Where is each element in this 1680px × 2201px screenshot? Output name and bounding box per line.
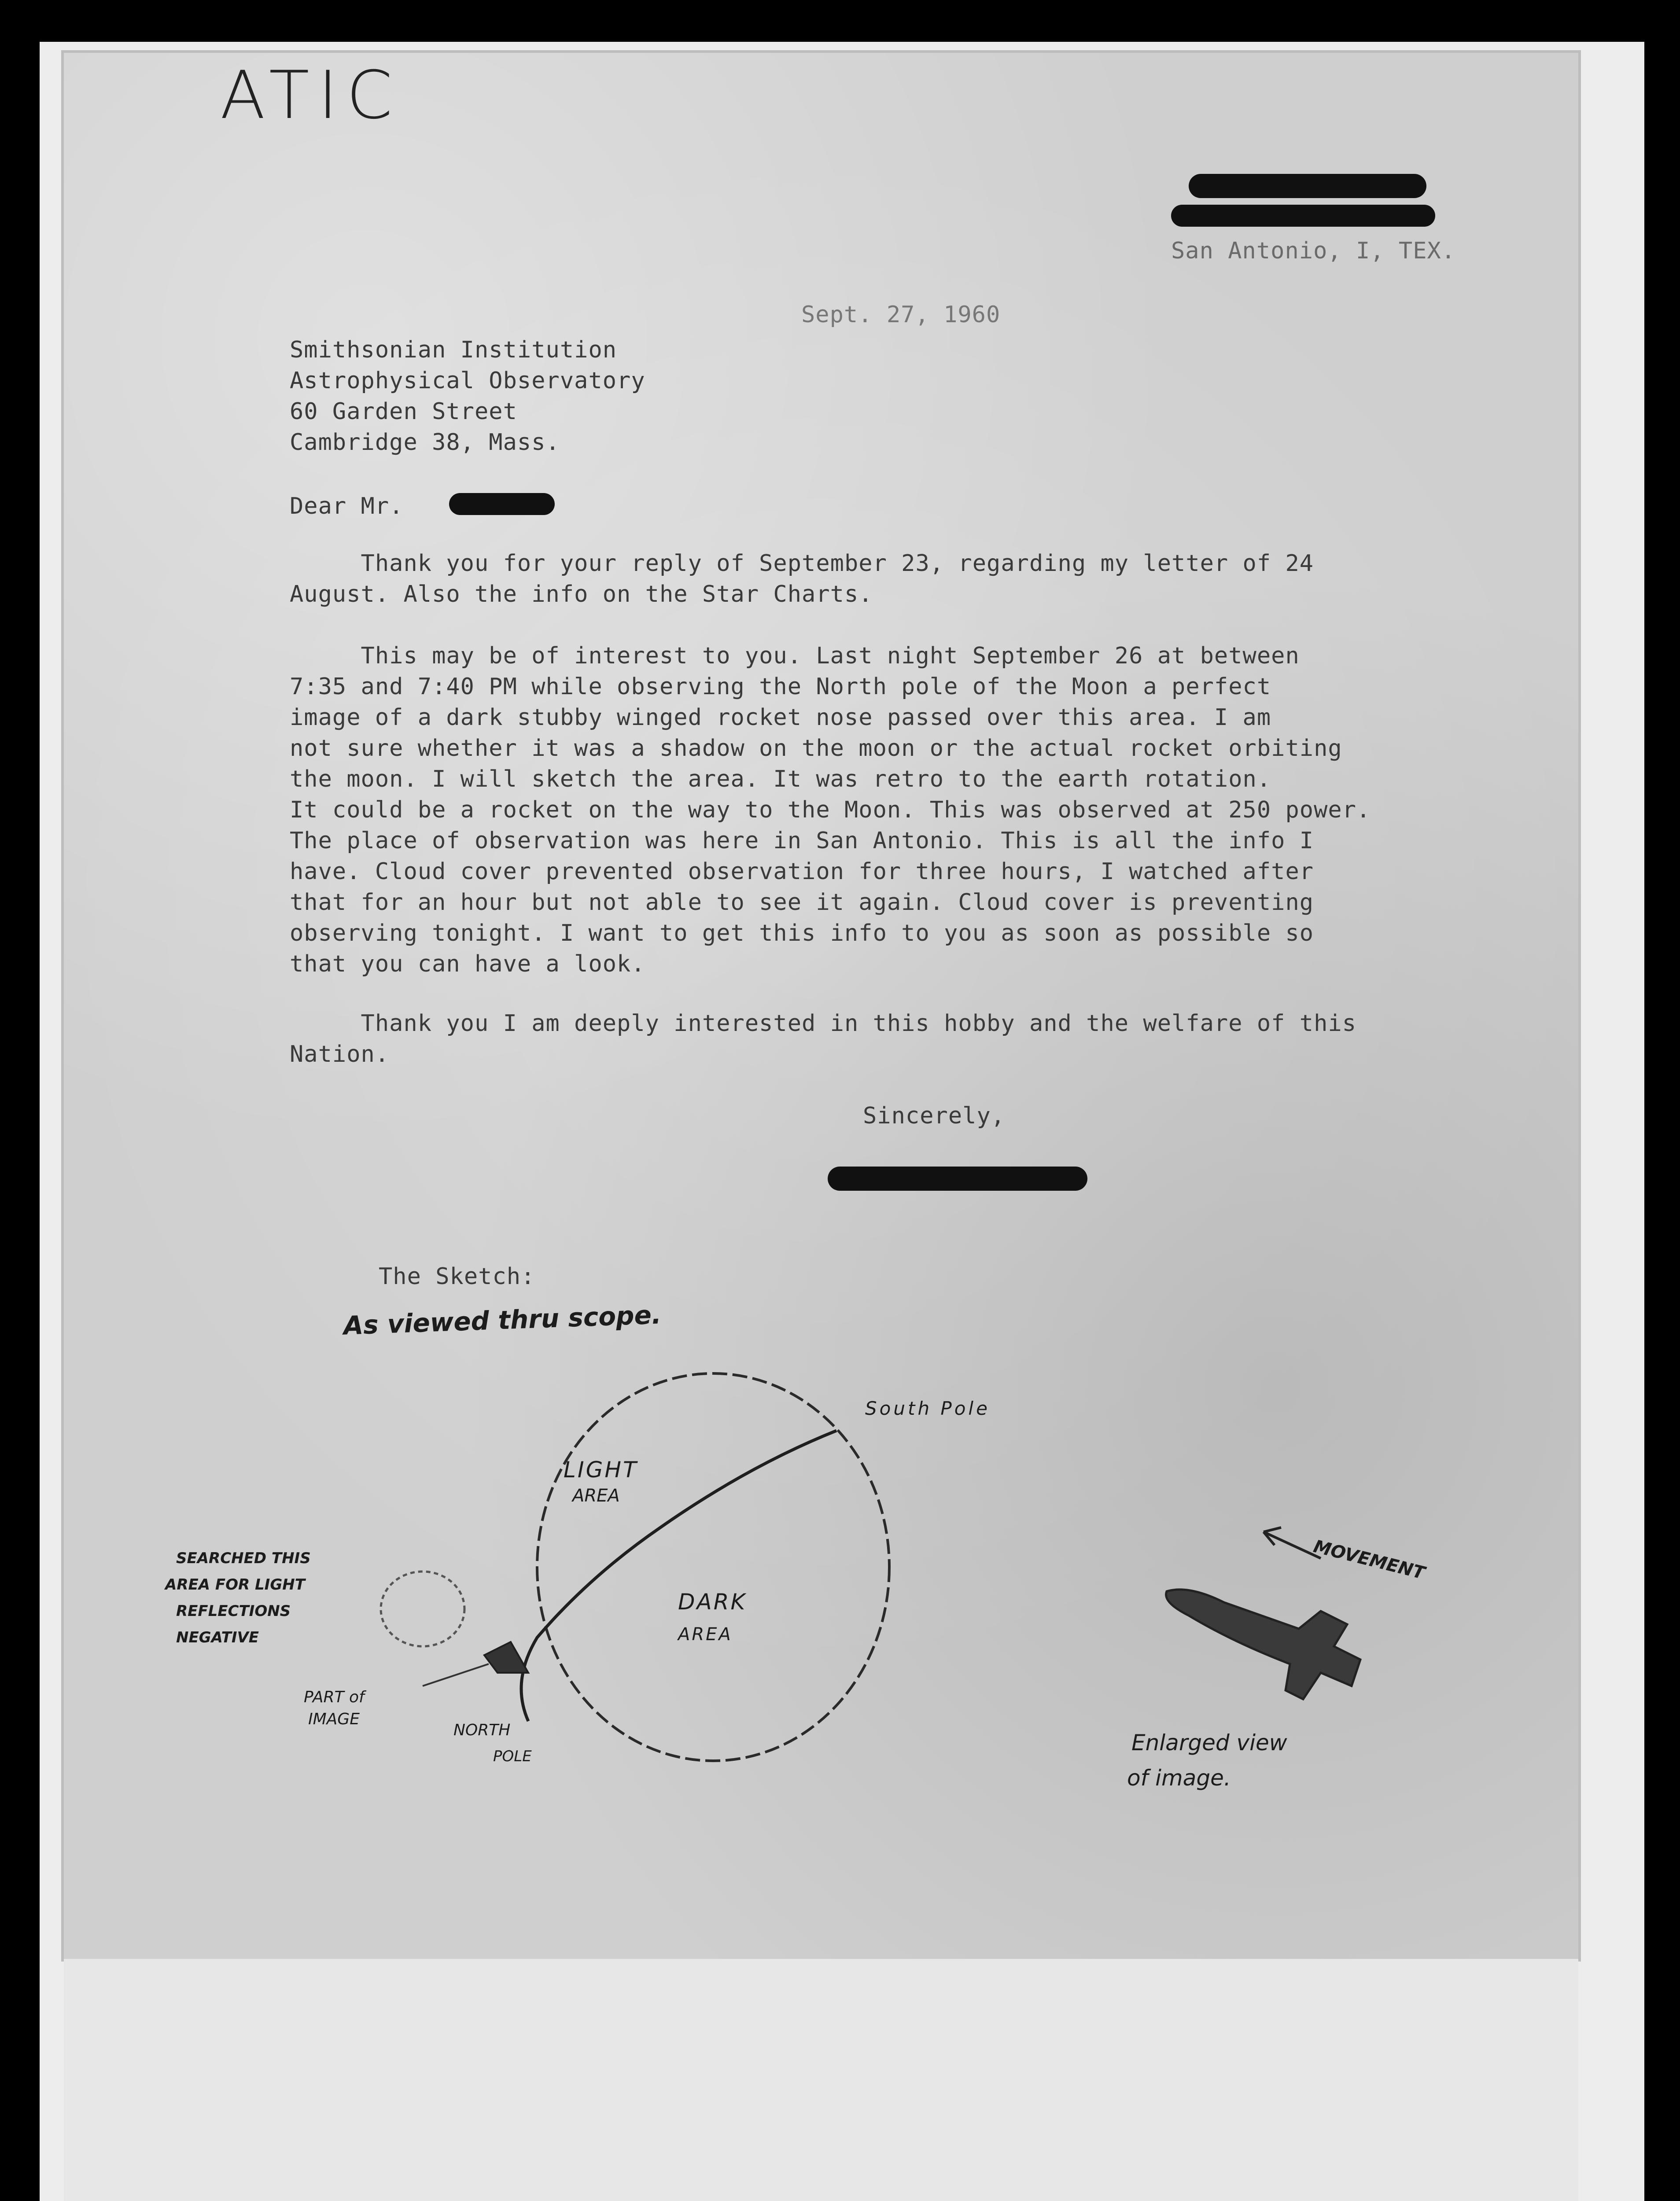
recipient-line: Cambridge 38, Mass. — [290, 429, 560, 456]
light-area-label: LIGHT — [564, 1457, 638, 1483]
searched-area-circle — [381, 1572, 464, 1646]
letter-date: Sept. 27, 1960 — [801, 302, 1001, 328]
image-wedge — [484, 1642, 528, 1673]
body-line: the moon. I will sketch the area. It was retro to the earth rotation. — [290, 766, 1271, 792]
atic-stamp: ATIC — [220, 57, 402, 134]
body-line: image of a dark stubby winged rocket nose passed over this area. I am — [290, 704, 1271, 731]
searched-area-label: SEARCHED THIS — [176, 1550, 311, 1567]
body-line: not sure whether it was a shadow on the moon or the actual rocket orbiting — [290, 735, 1342, 762]
body-line: Thank you for your reply of September 23, regarding my letter of 24 — [290, 550, 1314, 577]
part-pointer — [423, 1664, 489, 1686]
body-line: Thank you I am deeply interested in this hobby and the welfare of this — [290, 1010, 1356, 1037]
enlarged-view-label: Enlarged view — [1131, 1730, 1287, 1756]
body-line: August. Also the info on the Star Charts. — [290, 581, 873, 607]
body-line: It could be a rocket on the way to the Moon. This was observed at 250 power. — [290, 797, 1371, 823]
body-line: 7:35 and 7:40 PM while observing the North pole of the Moon a perfect — [290, 674, 1271, 700]
salutation: Dear Mr. — [290, 493, 404, 519]
movement-label: MOVEMENT — [1311, 1536, 1427, 1584]
dark-area-label: AREA — [678, 1624, 733, 1645]
part-of-image-label: PART of — [304, 1688, 365, 1706]
sketch-note: As viewed thru scope. — [343, 1299, 662, 1341]
south-pole-label: South Pole — [865, 1398, 990, 1419]
recipient-line: Astrophysical Observatory — [290, 368, 645, 394]
north-pole-label: NORTH — [453, 1721, 511, 1739]
body-line: Nation. — [290, 1041, 390, 1067]
light-area-label: AREA — [572, 1486, 620, 1506]
body-line: This may be of interest to you. Last night September 26 at between — [290, 643, 1300, 669]
enlarged-view-label: of image. — [1127, 1765, 1231, 1791]
searched-area-label: REFLECTIONS — [176, 1602, 291, 1620]
body-line: The place of observation was here in San Antonio. This is all the info I — [290, 828, 1314, 854]
sender-address: San Antonio, I, TEX. — [1171, 238, 1456, 264]
body-line: observing tonight. I want to get this info to you as soon as possible so — [290, 920, 1314, 946]
rocket-image — [1166, 1590, 1360, 1699]
searched-area-label: NEGATIVE — [176, 1629, 259, 1646]
sketch-heading: The Sketch: — [379, 1263, 535, 1290]
body-line: that for an hour but not able to see it again. Cloud cover is preventing — [290, 889, 1314, 916]
north-pole-label: POLE — [493, 1748, 532, 1765]
body-line: have. Cloud cover prevented observation for three hours, I watched after — [290, 858, 1314, 885]
part-of-image-label: IMAGE — [308, 1710, 360, 1728]
body-line: that you can have a look. — [290, 951, 645, 977]
recipient-line: 60 Garden Street — [290, 398, 517, 425]
closing: Sincerely, — [863, 1103, 1006, 1129]
dark-area-label: DARK — [678, 1589, 747, 1615]
recipient-line: Smithsonian Institution — [290, 337, 617, 363]
searched-area-label: AREA FOR LIGHT — [165, 1576, 305, 1594]
